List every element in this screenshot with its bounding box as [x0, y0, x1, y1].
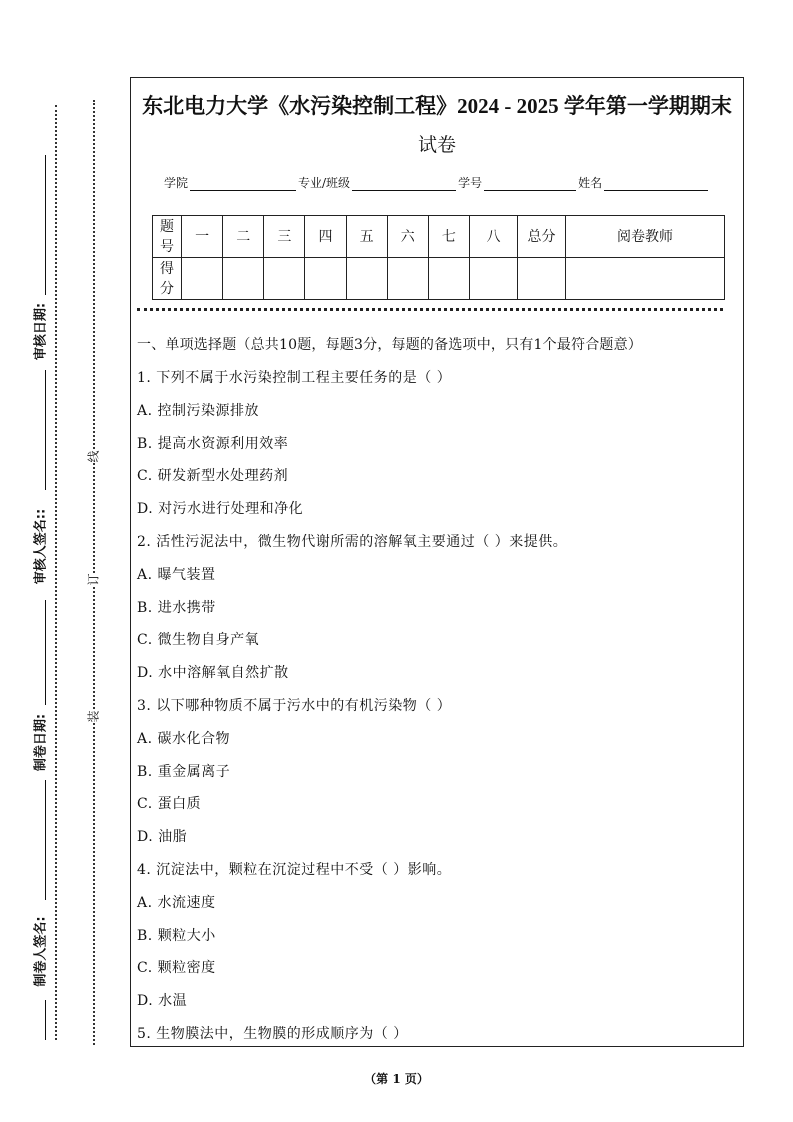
option-item: C. 颗粒密度 [137, 960, 216, 977]
header-cell: 五 [346, 216, 387, 258]
score-row [153, 258, 725, 300]
option-item: D. 油脂 [137, 829, 188, 846]
score-cell[interactable] [387, 258, 428, 300]
option-item: B. 提高水资源利用效率 [137, 435, 289, 452]
underline [45, 155, 46, 295]
college-label: 学院 [164, 176, 189, 190]
question-item: 5. 生物膜法中，生物膜的形成顺序为（ ） [137, 1026, 408, 1042]
major-field[interactable] [352, 178, 456, 191]
exam-title: 东北电力大学《水污染控制工程》2024 - 2025 学年第一学期期末 [142, 94, 732, 118]
header-cell: 阅卷教师 [566, 216, 725, 258]
score-cell[interactable] [305, 258, 346, 300]
underline [45, 370, 46, 490]
option-item: B. 颗粒大小 [137, 927, 216, 944]
option-item: B. 重金属离子 [137, 763, 231, 780]
header-cell: 三 [264, 216, 305, 258]
score-cell[interactable] [182, 258, 223, 300]
score-cell[interactable] [518, 258, 566, 300]
divider [137, 308, 723, 311]
option-item: A. 碳水化合物 [137, 730, 231, 747]
option-item: D. 水温 [137, 993, 188, 1010]
score-cell[interactable] [223, 258, 264, 300]
name-label: 姓名 [578, 176, 603, 190]
binding-zhuang: 装 [86, 710, 101, 723]
question-item: 2. 活性污泥法中，微生物代谢所需的溶解氧主要通过（ ）来提供。 [137, 534, 568, 550]
option-item: B. 进水携带 [137, 599, 216, 616]
binding-ding: 订 [86, 573, 101, 586]
option-item: A. 曝气装置 [137, 566, 216, 583]
option-item: D. 对污水进行处理和净化 [137, 501, 304, 518]
name-field[interactable] [604, 178, 708, 191]
question-item: 3. 以下哪种物质不属于污水中的有机污染物（ ） [137, 698, 452, 714]
option-item: C. 微生物自身产氧 [137, 632, 260, 649]
review-date-label: 审核日期: [33, 302, 49, 361]
question-item: 1. 下列不属于水污染控制工程主要任务的是（ ） [137, 370, 452, 386]
exam-frame [130, 77, 744, 1047]
option-item: C. 研发新型水处理药剂 [137, 468, 289, 485]
id-label: 学号 [458, 176, 483, 190]
exam-title-line2: 试卷 [417, 135, 456, 156]
header-cell: 题号 [153, 216, 182, 258]
score-cell[interactable] [566, 258, 725, 300]
option-item: A. 水流速度 [137, 894, 216, 911]
question-item: 4. 沉淀法中，颗粒在沉淀过程中不受（ ）影响。 [137, 862, 452, 878]
option-item: C. 蛋白质 [137, 796, 202, 813]
outer-cut-line [55, 105, 57, 1040]
major-label: 专业/班级 [298, 176, 351, 190]
college-field[interactable] [190, 178, 296, 191]
score-cell[interactable] [346, 258, 387, 300]
section-heading: 一、单项选择题（总共10题，每题3分，每题的备选项中，只有1个最符合题意） [137, 337, 643, 353]
score-cell[interactable] [264, 258, 305, 300]
underline [45, 780, 46, 900]
score-cell[interactable] [428, 258, 469, 300]
binding-xian: 线 [86, 450, 101, 463]
header-cell: 八 [470, 216, 518, 258]
table-header-row [153, 216, 725, 258]
setter-signature-label: 制卷人签名: [33, 916, 49, 987]
reviewer-signature-label: 审核人签名:: [33, 508, 49, 585]
header-cell: 一 [182, 216, 223, 258]
header-cell: 二 [223, 216, 264, 258]
student-info [164, 174, 710, 191]
score-cell[interactable] [470, 258, 518, 300]
header-cell: 七 [428, 216, 469, 258]
option-item: D. 水中溶解氧自然扩散 [137, 665, 289, 682]
setter-date-label: 制卷日期: [33, 713, 49, 772]
underline [45, 600, 46, 705]
underline [45, 1000, 46, 1040]
page-number: （第 1 页） [364, 1072, 429, 1086]
score-table [152, 215, 725, 300]
header-cell: 总分 [518, 216, 566, 258]
row-label: 得分 [153, 258, 182, 300]
id-field[interactable] [484, 178, 576, 191]
header-cell: 四 [305, 216, 346, 258]
header-cell: 六 [387, 216, 428, 258]
option-item: A. 控制污染源排放 [137, 402, 260, 419]
